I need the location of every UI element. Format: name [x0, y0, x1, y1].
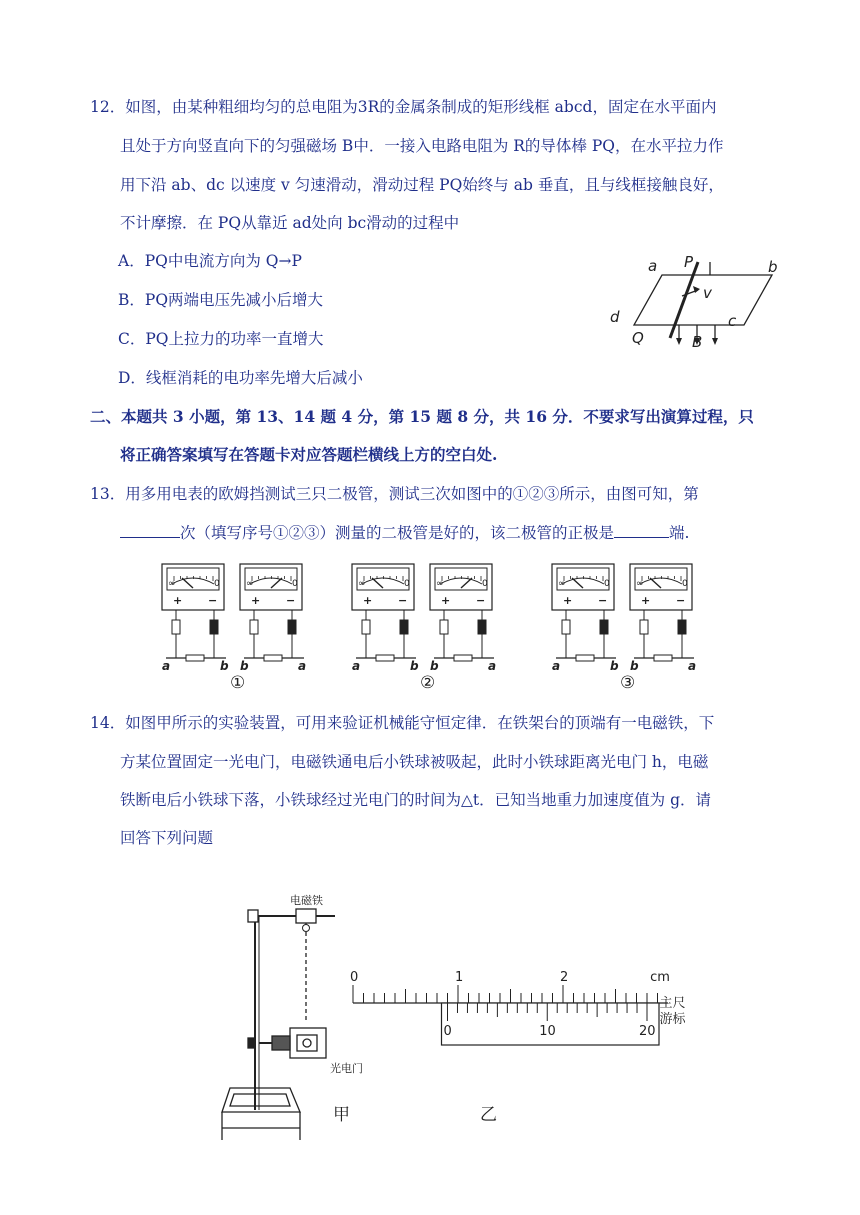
meter-plus-label: + — [251, 594, 261, 607]
diode-end-label: a — [688, 659, 697, 673]
meter-plus-label: + — [173, 594, 183, 607]
probe-positive — [362, 620, 370, 634]
multimeter — [352, 564, 419, 673]
probe-negative — [600, 620, 608, 634]
meter-zero-label: 0 — [404, 579, 410, 589]
q12-frame-figure — [600, 250, 800, 360]
probe-negative — [678, 620, 686, 634]
meter-minus-label: − — [598, 594, 608, 607]
diode — [186, 655, 204, 661]
vernier-number: 20 — [639, 1024, 656, 1039]
meter-minus-label: − — [676, 594, 686, 607]
main-scale-number: 1 — [455, 970, 464, 985]
diode-end-label: b — [220, 659, 229, 673]
meter-zero-label: 0 — [214, 579, 220, 589]
diode — [454, 655, 472, 661]
multimeter — [630, 564, 696, 673]
probe-negative — [210, 620, 218, 634]
q13-line-1: 13．用多用电表的欧姆挡测试三只二极管，测试三次如图中的①②③所示，由图可知，第 — [90, 485, 699, 503]
q14-line-2: 方某位置固定一光电门，电磁铁通电后小铁球被吸起，此时小铁球距离光电门 h，电磁 — [120, 753, 709, 771]
q12-option-a: A．PQ中电流方向为 Q→P — [118, 252, 302, 270]
meter-infinity-label: ∞ — [636, 579, 644, 589]
multimeter — [162, 564, 229, 673]
diode — [376, 655, 394, 661]
meter-minus-label: − — [398, 594, 408, 607]
unit-label: cm — [650, 970, 670, 985]
meter-zero-label: 0 — [682, 579, 688, 589]
q13-answer-blank-1[interactable] — [120, 523, 180, 538]
diode-end-label: b — [630, 659, 639, 673]
meter-infinity-label: ∞ — [558, 579, 566, 589]
diode-end-label: b — [610, 659, 619, 673]
meter-infinity-label: ∞ — [358, 579, 366, 589]
test-group-label: ① — [230, 673, 246, 693]
q12-line-1: 12．如图，由某种粗细均匀的总电阻为3R的金属条制成的矩形线框 abcd，固定在水平面内 — [90, 98, 717, 116]
meter-zero-label: 0 — [604, 579, 610, 589]
figure-jia-caption: 甲 — [333, 1105, 350, 1125]
section-2-heading-2: 将正确答案填写在答题卡对应答题栏横线上方的空白处. — [120, 445, 498, 464]
fig-label-b: b — [768, 258, 778, 276]
fig-label-p: P — [684, 253, 694, 271]
diode-end-label: a — [162, 659, 171, 673]
q13-multimeter-figure — [150, 560, 710, 695]
meter-plus-label: + — [363, 594, 373, 607]
probe-positive — [440, 620, 448, 634]
multimeter — [552, 564, 619, 673]
meter-plus-label: + — [641, 594, 651, 607]
q13-line-2b: 端. — [669, 524, 690, 542]
probe-positive — [640, 620, 648, 634]
q12-option-d: D．线框消耗的电功率先增大后减小 — [118, 369, 363, 387]
q14-line-3: 铁断电后小铁球下落，小铁球经过光电门的时间为△t．已知当地重力加速度值为 g．请 — [120, 791, 712, 809]
q14-vernier-caliper-figure — [345, 965, 685, 1055]
vernier-label: 游标 — [659, 1012, 686, 1027]
meter-minus-label: − — [286, 594, 296, 607]
q12-line-3: 用下沿 ab、dc 以速度 v 匀速滑动，滑动过程 PQ始终与 ab 垂直，且与线框接触良好， — [120, 176, 724, 194]
probe-positive — [250, 620, 258, 634]
diode — [264, 655, 282, 661]
diode-end-label: a — [552, 659, 561, 673]
figure-yi-caption: 乙 — [480, 1105, 497, 1125]
q13-line-2a: 次（填写序号①②③）测量的二极管是好的，该二极管的正极是 — [180, 524, 615, 542]
meter-infinity-label: ∞ — [168, 579, 176, 589]
main-scale-number: 2 — [560, 970, 569, 985]
vernier-number: 0 — [443, 1024, 452, 1039]
section-2-heading-1: 二、本题共 3 小题，第 13、14 题 4 分，第 15 题 8 分，共 16 分．不要求写出演算过程，只 — [90, 407, 754, 426]
diode — [576, 655, 594, 661]
meter-zero-label: 0 — [292, 579, 298, 589]
multimeter — [430, 564, 496, 673]
meter-infinity-label: ∞ — [436, 579, 444, 589]
main-scale-number: 0 — [350, 970, 359, 985]
probe-negative — [400, 620, 408, 634]
diode-end-label: b — [430, 659, 439, 673]
probe-positive — [562, 620, 570, 634]
fig-label-c: c — [728, 312, 737, 330]
multimeter — [240, 564, 306, 673]
diode-end-label: b — [240, 659, 249, 673]
q13-answer-blank-2[interactable] — [614, 523, 669, 538]
q12-line-2: 且处于方向竖直向下的匀强磁场 B中．一接入电路电阻为 R的导体棒 PQ，在水平拉力作 — [120, 137, 724, 155]
meter-infinity-label: ∞ — [246, 579, 254, 589]
q12-option-c: C．PQ上拉力的功率一直增大 — [118, 330, 324, 348]
test-group-label: ③ — [620, 673, 636, 693]
q12-line-4: 不计摩擦．在 PQ从靠近 ad处向 bc滑动的过程中 — [120, 214, 460, 232]
fig-label-q: Q — [632, 329, 644, 347]
probe-positive — [172, 620, 180, 634]
diode-end-label: b — [410, 659, 419, 673]
fig-label-v: v — [703, 284, 712, 302]
diode-end-label: a — [298, 659, 307, 673]
q13-line-2 — [120, 521, 689, 543]
diode — [654, 655, 672, 661]
probe-negative — [478, 620, 486, 634]
q12-option-b: B．PQ两端电压先减小后增大 — [118, 291, 324, 309]
fig-label-a: a — [648, 257, 658, 275]
meter-minus-label: − — [476, 594, 486, 607]
fig-label-b-field: B — [692, 333, 703, 351]
q14-line-1: 14．如图甲所示的实验装置，可用来验证机械能守恒定律．在铁架台的顶端有一电磁铁，下 — [90, 714, 715, 732]
probe-negative — [288, 620, 296, 634]
meter-plus-label: + — [441, 594, 451, 607]
diode-end-label: a — [488, 659, 497, 673]
meter-zero-label: 0 — [482, 579, 488, 589]
vernier-number: 10 — [539, 1024, 556, 1039]
meter-minus-label: − — [208, 594, 218, 607]
magnet-label: 电磁铁 — [290, 894, 323, 907]
photogate-label: 光电门 — [330, 1062, 363, 1075]
q14-line-4: 回答下列问题 — [120, 829, 214, 847]
diode-end-label: a — [352, 659, 361, 673]
fig-label-d: d — [610, 308, 620, 326]
main-scale-label: 主尺 — [659, 996, 686, 1011]
meter-plus-label: + — [563, 594, 573, 607]
test-group-label: ② — [420, 673, 436, 693]
